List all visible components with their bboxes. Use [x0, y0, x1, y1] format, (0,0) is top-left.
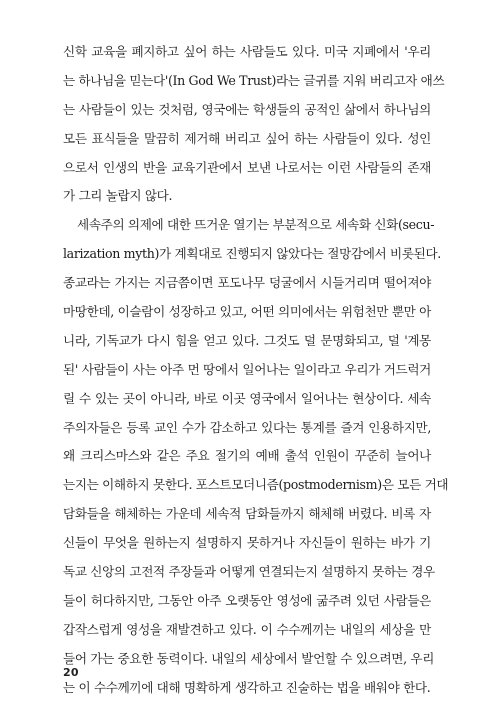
body-text: [63, 38, 449, 702]
text-line: 릴 수 있는 곳이 아니라, 바로 이곳 영국에서 일어나는 현상이다. 세속: [63, 390, 431, 406]
text-line: 주의자들은 등록 교인 수가 감소하고 있다는 통계를 즐겨 인용하지만,: [63, 419, 431, 435]
page-number: 20: [63, 666, 79, 679]
text-line: 가 그리 놀랍지 않다.: [63, 188, 173, 204]
text-line: 독교 신앙의 고전적 주장들과 어떻게 연결되는지 설명하지 못하는 경우: [63, 564, 435, 580]
text-line: 으로서 인생의 반을 교육기관에서 보낸 나로서는 이런 사람들의 존재: [63, 159, 431, 175]
text-line: 왜 크리스마스와 같은 주요 절기의 예배 출석 인원이 꾸준히 늘어나: [63, 448, 431, 464]
text-line: 갑작스럽게 영성을 재발견하고 있다. 이 수수께끼는 내일의 세상을 만: [63, 621, 431, 637]
text-line: 모든 표식들을 말끔히 제거해 버리고 싶어 하는 사람들이 있다. 성인: [63, 130, 431, 146]
text-line: larization myth)가 계획대로 진행되지 않았다는 절망감에서 비롯된다.: [63, 246, 441, 262]
text-line: 니라, 기독교가 다시 힘을 얻고 있다. 그것도 덜 문명화되고, 덜 '계몽: [63, 332, 431, 348]
text-line: 는 이 수수께끼에 대해 명확하게 생각하고 진술하는 법을 배워야 한다.: [63, 679, 431, 695]
text-line: 신들이 무엇을 원하는지 설명하지 못하거나 자신들이 원하는 바가 기: [63, 535, 431, 551]
text-line: 종교라는 가지는 지금쯤이면 포도나무 덩굴에서 시들거리며 떨어져야: [63, 275, 431, 291]
text-line: 신학 교육을 폐지하고 싶어 하는 사람들도 있다. 미국 지폐에서 '우리: [63, 44, 431, 59]
text-line: 는 사람들이 있는 것처럼, 영국에는 학생들의 공적인 삶에서 하나님의: [63, 101, 431, 117]
text-line: 들이 허다하지만, 그동안 아주 오랫동안 영성에 굶주려 있던 사람들은: [63, 592, 431, 608]
text-line: 들어 가는 중요한 동력이다. 내일의 세상에서 발언할 수 있으려면, 우리: [63, 650, 435, 666]
text-line: 세속주의 의제에 대한 뜨거운 열기는 부분적으로 세속화 신화(secu-: [77, 217, 435, 233]
text-line: 는 하나님을 믿는다'(In God We Trust)라는 글귀를 지워 버리고자 애쓰: [63, 72, 445, 88]
text-line: 된' 사람들이 사는 아주 먼 땅에서 일어나는 일이라고 우리가 거드럭거: [63, 361, 431, 377]
text-line: 담화들을 해체하는 가운데 세속적 담화들까지 해체해 버렸다. 비록 자: [63, 506, 431, 522]
paragraph-1: [63, 38, 445, 211]
text-line: 는지는 이해하지 못한다. 포스트모더니즘(postmodernism)은 모든 거대: [63, 477, 449, 493]
paragraph-2: [63, 211, 449, 702]
text-line: 마땅한데, 이슬람이 성장하고 있고, 어떤 의미에서는 위험천만 뿐만 아: [63, 304, 431, 320]
